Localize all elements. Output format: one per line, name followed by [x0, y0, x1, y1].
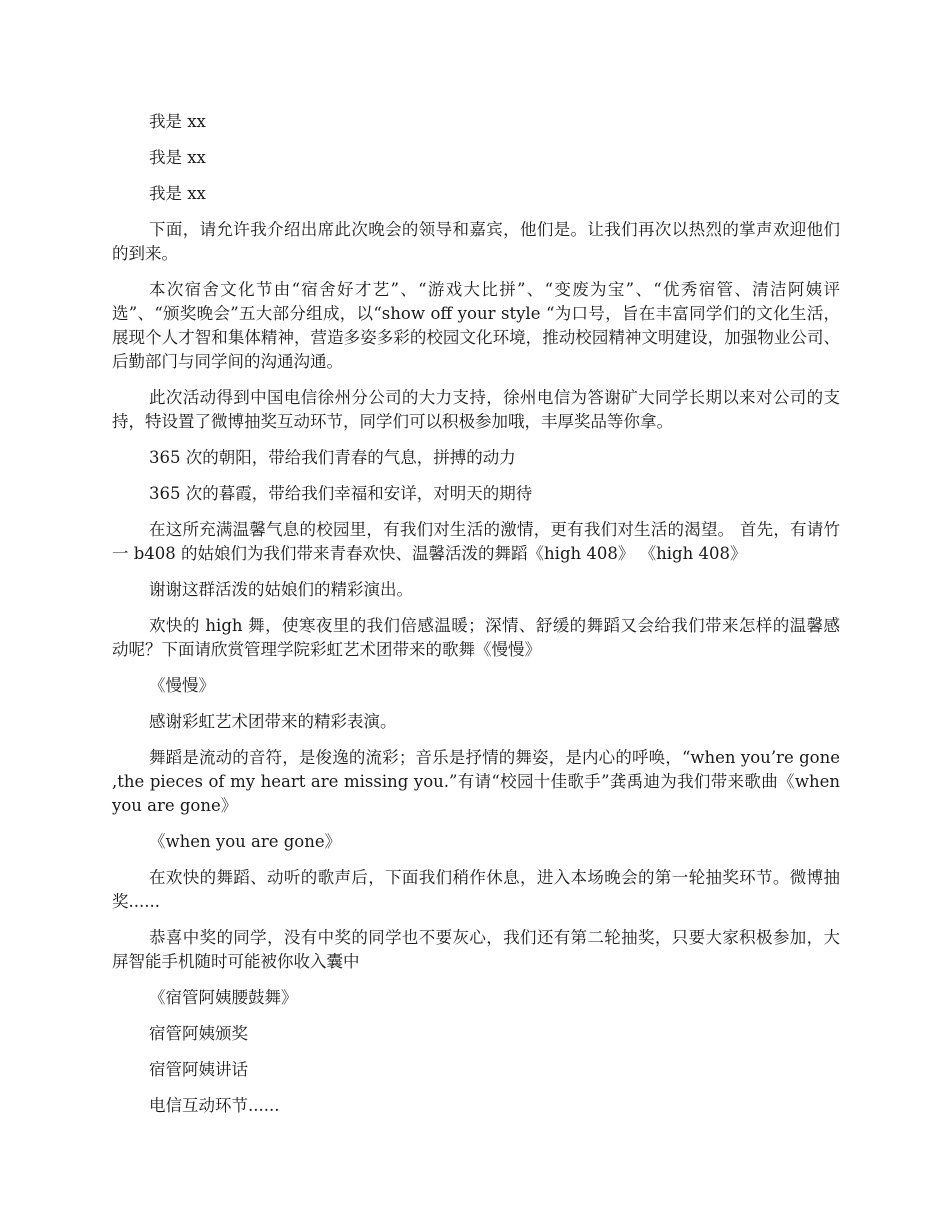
document-body: [112, 110, 840, 1130]
paragraph: 此次活动得到中国电信徐州分公司的大力支持，徐州电信为答谢矿大同学长期以来对公司的支持，特设置了微博抽奖互动环节，同学们可以积极参加哦，丰厚奖品等你拿。: [112, 388, 840, 431]
paragraph: 恭喜中奖的同学，没有中奖的同学也不要灰心，我们还有第二轮抽奖，只要大家积极参加，大屏智能手机随时可能被你收入囊中: [112, 928, 840, 971]
paragraph: 《when you are gone》: [149, 832, 342, 851]
paragraph: 我是 xx: [149, 112, 206, 131]
paragraph: 本次宿舍文化节由“宿舍好才艺”、“游戏大比拼”、“变废为宝”、“优秀宿管、清洁阿姨评选”、“颁奖晚会”五大部分组成，以“show off your style “为口号，旨在丰富同学们的文化生活，展现个人才智和集体精神，营造多姿多彩的校园文化环境，推动校园精神文明建设，加强物业公司、后勤部门与同学间的沟通沟通。: [112, 280, 840, 371]
paragraph: 我是 xx: [149, 184, 206, 203]
paragraph: 《宿管阿姨腰鼓舞》: [149, 988, 298, 1007]
paragraph: 舞蹈是流动的音符，是俊逸的流彩；音乐是抒情的舞姿，是内心的呼唤，“when you’re gone ,the pieces of my heart are missing you.”有请“校园十佳歌手”龚禹迪为我们带来歌曲《when you are gone》: [112, 748, 840, 815]
paragraph: 谢谢这群活泼的姑娘们的精彩演出。: [149, 580, 413, 599]
paragraph: 365 次的朝阳，带给我们青春的气息，拼搏的动力: [149, 448, 516, 467]
paragraph: 365 次的暮霞，带给我们幸福和安详，对明天的期待: [149, 484, 533, 503]
paragraph: 电信互动环节......: [149, 1096, 280, 1115]
paragraph: 我是 xx: [149, 148, 206, 167]
paragraph: 《慢慢》: [149, 676, 215, 695]
paragraph: 感谢彩虹艺术团带来的精彩表演。: [149, 712, 397, 731]
paragraph: 宿管阿姨颁奖: [149, 1024, 248, 1043]
paragraph: 在欢快的舞蹈、动听的歌声后，下面我们稍作休息，进入本场晚会的第一轮抽奖环节。微博抽奖......: [112, 868, 840, 911]
paragraph: 欢快的 high 舞，使寒夜里的我们倍感温暖；深情、舒缓的舞蹈又会给我们带来怎样的温馨感动呢？下面请欣赏管理学院彩虹艺术团带来的歌舞《慢慢》: [112, 616, 840, 659]
paragraph: 在这所充满温馨气息的校园里，有我们对生活的激情，更有我们对生活的渴望。 首先，有请竹一 b408 的姑娘们为我们带来青春欢快、温馨活泼的舞蹈《high 408》 《high 408》: [112, 520, 840, 563]
paragraph: 下面，请允许我介绍出席此次晚会的领导和嘉宾，他们是。让我们再次以热烈的掌声欢迎他们的到来。: [112, 220, 840, 263]
paragraph: 宿管阿姨讲话: [149, 1060, 248, 1079]
